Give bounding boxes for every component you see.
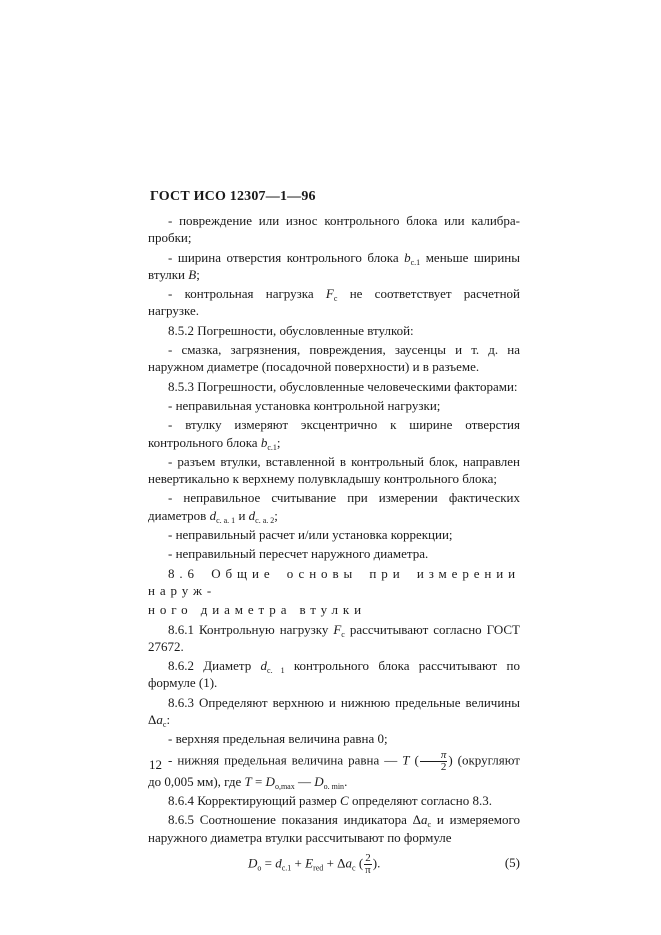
item-lower-limit: - нижняя предельная величина равна — T ( $\frac{\pi}{2}$ ) (округляют до 0,005 мм), где $T = D_{o,max}$ — $D_{o. min}$. [148,748,520,791]
section-8-6-4: 8.6.4 Корректирующий размер C определяют согласно 8.3. [168,792,492,808]
section-8-6-2: 8.6.2 Диаметр $d_{c. 1}$ контрольного блока рассчитывают по формуле (1). [148,658,520,691]
item-lubrication: - смазка, загрязнения, повреждения, заусенцы и т. д. на наружном диаметре (посадочной поверхности) и в разъеме. [148,342,520,375]
two-over-pi-fraction: $\frac{2}{\pi}$ [365,851,371,876]
item-reading-error: - неправильное считывание при измерении фактических диаметров $d_{c. a. 1}$ и $d_{c. a. 2}$; [148,490,520,525]
item-load-mismatch: - контрольная нагрузка $F_c$ не соответствует расчетной нагрузке. [148,286,520,319]
section-8-6-1: 8.6.1 Контрольную нагрузку $F_c$ рассчитывают согласно ГОСТ 27672. [148,621,521,654]
section-8-6-5: 8.6.5 Соотношение показания индикатора $\Delta a_c$ и измеряемого наружного диаметра втулки рассчитывают по формуле [148,812,520,845]
formula-5 [148,850,520,876]
item-split-orientation: - разъем втулки, вставленной в контрольный блок, направлен невертикально к верхнему полувкладышу контрольного блока; [148,453,520,487]
document-body [148,212,520,876]
item-eccentric: - втулку измеряют эксцентрично к ширине отверстия контрольного блока $b_{c.1}$; [148,417,520,452]
section-8-6-title-line1: 8.6 Общие основы при измерении наруж- [148,565,520,598]
pi-over-2-fraction: $\frac{\pi}{2}$ [420,750,448,773]
item-load-setup: - неправильная установка контрольной нагрузки; [168,397,441,413]
item-recalc-error: - неправильный пересчет наружного диаметра. [168,546,429,562]
section-8-6-3: 8.6.3 Определяют верхнюю и нижнюю предельные величины $\Delta a_c$: [148,694,520,730]
section-8-5-2: 8.5.2 Погрешности, обусловленные втулкой: [168,322,414,338]
item-upper-limit: - верхняя предельная величина равна 0; [168,731,388,747]
formula-number: (5) [504,854,520,870]
item-hole-width: - ширина отверстия контрольного блока $b_{c.1}$ меньше ширины втулки B; [148,249,520,282]
item-correction-error: - неправильный расчет и/или установка коррекции; [168,527,453,543]
page-number: 12 [149,757,162,772]
section-8-6-title-line2: ного диаметра втулки [148,602,366,618]
document-header: ГОСТ ИСО 12307—1—96 [150,189,316,204]
item-damage-wear: - повреждение или износ контрольного блока или калибра-пробки; [148,213,520,246]
formula-expression: $D_o = d_{c.1} + E_{red} + \Delta a_c$ ( $\frac{2}{\pi}$ ). [248,851,381,876]
section-8-5-3: 8.5.3 Погрешности, обусловленные человеческими факторами: [168,378,518,394]
